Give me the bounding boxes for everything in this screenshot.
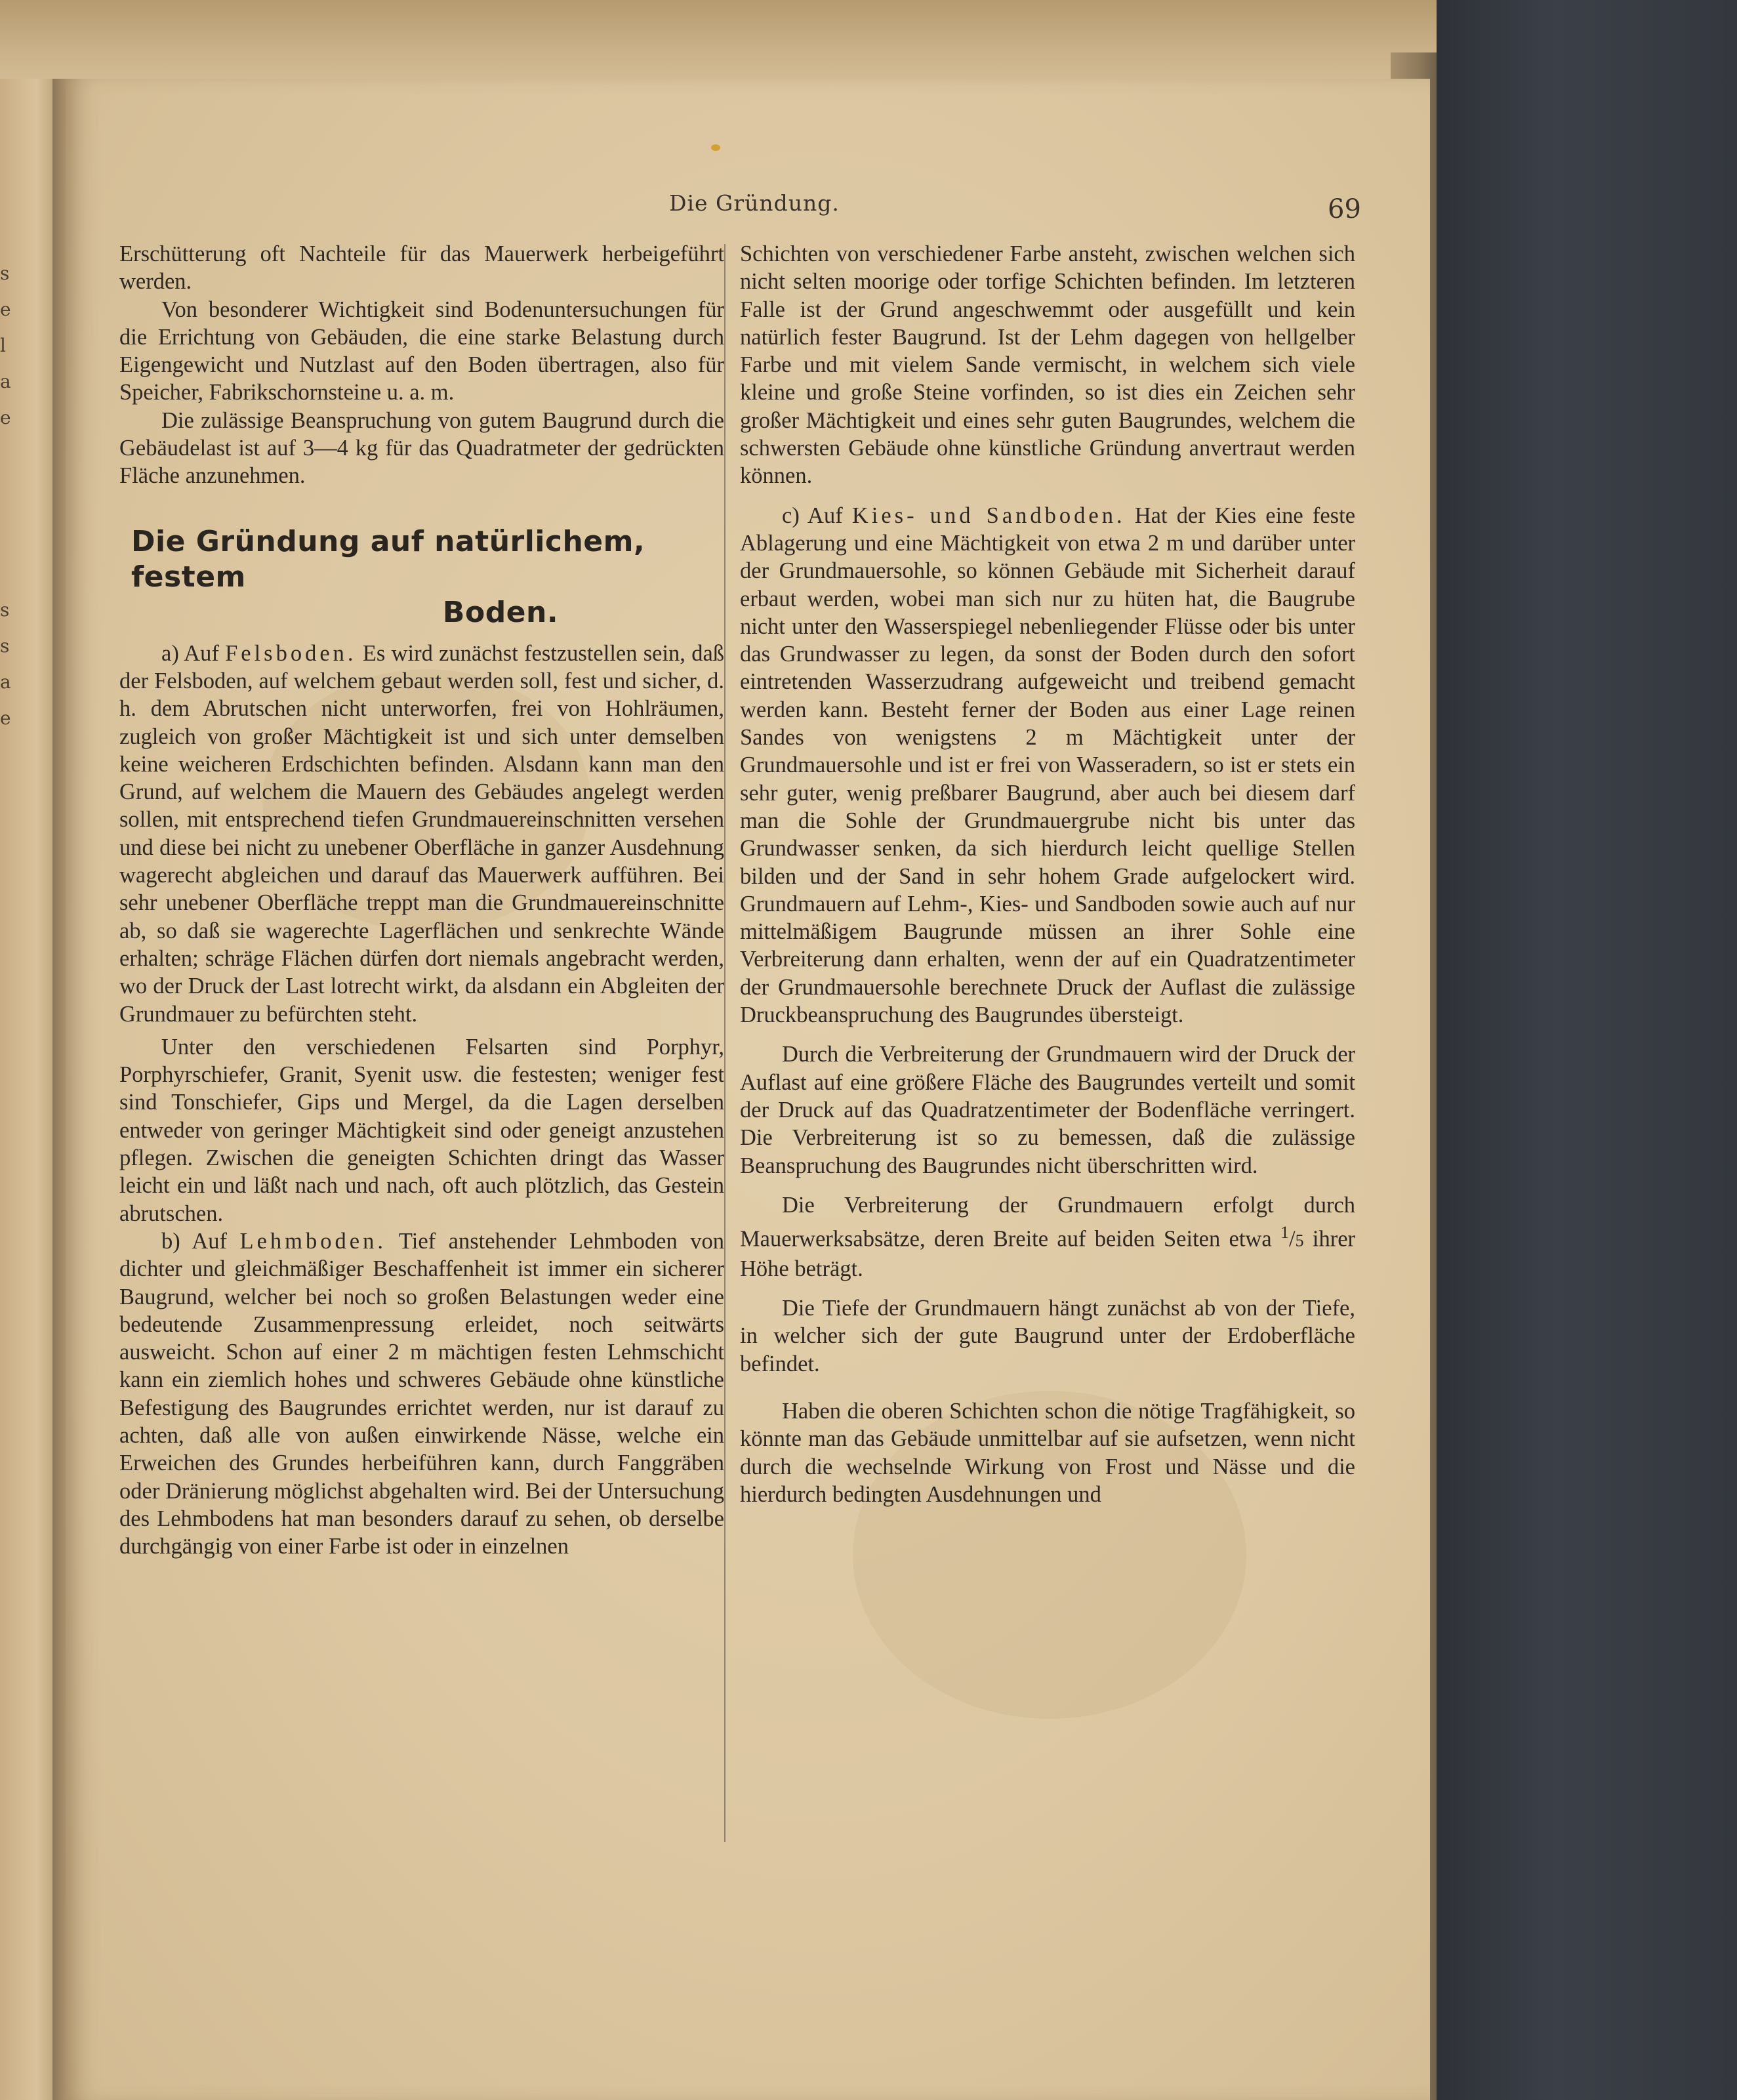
item-label: a) Auf bbox=[161, 640, 219, 666]
item-term: Lehmboden. bbox=[239, 1228, 386, 1254]
margin-letter: a bbox=[0, 371, 11, 392]
ink-dot bbox=[711, 144, 720, 151]
right-column bbox=[740, 240, 1355, 1508]
paragraph: Von besonderer Wichtigkeit sind Bodenuntersuchungen für die Errichtung von Gebäuden, die eine starke Belastung durch Eigengewicht und Nutzlast auf den Boden übertragen, also für Speicher, Fabrikschornsteine u. a. m. bbox=[119, 297, 724, 405]
margin-letter: e bbox=[0, 299, 11, 320]
margin-letter: s bbox=[0, 262, 10, 284]
item-term: Felsboden. bbox=[225, 640, 357, 666]
left-column bbox=[119, 240, 724, 1560]
paragraph: Durch die Verbreiterung der Grundmauern wird der Druck der Auflast auf eine größere Fläche des Baugrundes verteilt und somit der Druck auf das Quadratzentimeter der Bodenfläche verringert. Die Verbreiterung ist so zu bemessen, daß die zulässige Beanspruchung des Baugrundes nicht überschritten wird. bbox=[740, 1042, 1355, 1178]
margin-letter: a bbox=[0, 671, 11, 693]
paragraph-absaetze: Die Verbreiterung der Grundmauern erfolgt durch Mauerwerksabsätze, deren Breite auf beiden Seiten etwa $^1$/5 ihrer Höhe beträgt. bbox=[740, 1192, 1356, 1281]
paragraph-felsboden bbox=[119, 640, 724, 1028]
paragraph-kiesboden bbox=[740, 502, 1355, 1029]
item-label: b) Auf bbox=[161, 1228, 228, 1254]
margin-letter: e bbox=[0, 707, 11, 729]
section-heading-line: Die Gründung auf natürlichem, festem bbox=[131, 524, 645, 594]
paragraph-text: ihrer Höhe beträgt. bbox=[740, 1226, 1356, 1281]
column-divider bbox=[724, 244, 725, 1842]
paragraph: Die zulässige Beanspruchung von gutem Baugrund durch die Gebäudelast ist auf 3—4 kg für das Quadratmeter der gedrückten Fläche anzunehmen. bbox=[119, 407, 724, 489]
item-text: Hat der Kies eine feste Ablagerung und eine Mächtigkeit von etwa 2 m und darüber unter der Grundmauersohle, so können Gebäude mit Sicherheit darauf erbaut werden, wobei man sich nur zu hüten hat, die Baugrube nicht unter den Wasserspiegel nebenliegender Flüsse oder bis unter das Grundwasser zu legen, da sonst der Boden durch den sofort eintretenden Wasserzudrang aufgeweicht und treibend gemacht werden kann. Besteht ferner der Boden aus einer Lage reinen Sandes von wenigstens 2 m Mächtigkeit unter der Grundmauersohle und ist er frei von Wasseradern, so ist er stets ein sehr guter, wenig preßbarer Baugrund, aber auch bei diesem darf man die Sohle der Grundmauergrube nicht bis unter das Grundwasser senken, da sich hierdurch leicht quellige Stellen bilden und der Sand in sehr hohem Grade aufgelockert wird. Grundmauern auf Lehm-, Kies- und Sandboden sowie auch auf nur mittelmäßigem Baugrunde müssen an ihrer Sohle eine Verbreiterung dann erhalten, wenn der auf ein Quadratzentimeter der Grundmauersohle berechnete Druck der Auflast die zulässige Druckbeanspruchung des Baugrundes übersteigt. bbox=[740, 503, 1356, 1028]
margin-letter: s bbox=[0, 599, 10, 621]
item-text: Tief anstehender Lehmboden von dichter und gleichmäßiger Beschaffenheit ist immer ein sicherer Baugrund, welcher bei noch so großen Belastungen weder eine bedeutende Zusammenpressung erleidet, noch seitwärts ausweicht. Schon auf einer 2 m mächtigen festen Lehmschicht kann ein ziemlich hohes und schweres Gebäude ohne künstliche Befestigung des Baugrundes errichtet werden, nur ist darauf zu achten, daß alle von außen einwirkende Nässe, welche ein Erweichen des Grundes herbeiführen kann, durch Fanggräben oder Dränierung möglichst abgehalten wird. Bei der Untersuchung des Lehmbodens hat man besonders darauf zu sehen, ob derselbe durchgängig von einer Farbe ist oder in einzelnen bbox=[119, 1228, 724, 1559]
margin-letter: s bbox=[0, 635, 10, 657]
section-heading-line: Boden. bbox=[442, 595, 559, 629]
previous-page-margin-letters bbox=[0, 262, 13, 743]
paragraph: Unter den verschiedenen Felsarten sind Porphyr, Porphyrschiefer, Granit, Syenit usw. die festesten; weniger fest sind Tonschiefer, Gips und Mergel, da die Lagen derselben entweder von geringer Mächtigkeit sind oder geneigt anzustehen pflegen. Zwischen die geneigten Schichten dringt das Wasser leicht ein und läßt nach und nach, oft auch plötzlich, das Gestein abrutschen. bbox=[119, 1034, 724, 1226]
running-title: Die Gründung. bbox=[669, 190, 840, 216]
page-number: 69 bbox=[1328, 194, 1361, 224]
fraction-numerator: 1 bbox=[1280, 1223, 1289, 1243]
fraction-denominator: 5 bbox=[1295, 1231, 1304, 1250]
paragraph-text: Die Verbreiterung der Grundmauern erfolgt durch Mauerwerksabsätze, deren Breite auf beiden Seiten etwa bbox=[740, 1192, 1355, 1252]
item-text: Es wird zunächst festzustellen sein, daß der Felsboden, auf welchem gebaut werden soll, fest und sicher, d. h. dem Abrutschen nicht unterworfen, frei von Hohlräumen, zugleich von großer Mächtigkeit ist und sich unter demselben keine weicheren Erdschichten befinden. Alsdann kann man den Grund, auf welchem die Mauern des Gebäudes angelegt werden sollen, mit entsprechend tiefen Grundmauereinschnitten versehen und diese bei nicht zu unebener Oberfläche in ganzer Ausdehnung wagerecht abgleichen und darauf das Mauerwerk aufführen. Bei sehr unebener Oberfläche treppt man die Grundmauereinschnitte ab, so daß sie wagerechte Lagerflächen und senkrechte Wände erhalten; schräge Flächen dürfen dort niemals angebracht werden, wo der Druck der Last lotrecht wirkt, da alsdann ein Abgleiten der Grundmauer zu befürchten steht. bbox=[119, 640, 725, 1027]
paragraph: Die Tiefe der Grundmauern hängt zunächst ab von der Tiefe, in welcher sich der gute Baugrund unter der Erdoberfläche befindet. bbox=[740, 1296, 1355, 1376]
background bbox=[1437, 0, 1737, 2100]
section-heading bbox=[119, 524, 724, 630]
paragraph: Schichten von verschiedener Farbe ansteht, zwischen welchen sich nicht selten moorige oder torfige Schichten befinden. Im letzteren Falle ist der Grund angeschwemmt oder ausgefüllt und kein natürlich fester Baugrund. Ist der Lehm dagegen von hellgelber Farbe und mit vielem Sande vermischt, in welchem sich viele kleine und große Steine vorfinden, so ist dies ein Zeichen sehr großer Mächtigkeit und eines sehr guten Baugrundes, welchem die schwersten Gebäude ohne künstliche Gründung anvertraut werden können. bbox=[740, 241, 1355, 489]
margin-letter: e bbox=[0, 407, 11, 428]
item-term: Kies- und Sandboden. bbox=[851, 503, 1126, 528]
paragraph-lehmboden bbox=[119, 1227, 724, 1561]
paragraph: Haben die oberen Schichten schon die nötige Tragfähigkeit, so könnte man das Gebäude unmittelbar auf sie aufsetzen, wenn nicht durch die wechselnde Wirkung von Frost und Nässe und die hierdurch bedingten Ausdehnungen und bbox=[740, 1399, 1355, 1507]
paragraph: Erschütterung oft Nachteile für das Mauerwerk herbeigeführt werden. bbox=[119, 241, 724, 295]
margin-letter: l bbox=[0, 335, 6, 356]
item-label: c) Auf bbox=[782, 503, 843, 528]
